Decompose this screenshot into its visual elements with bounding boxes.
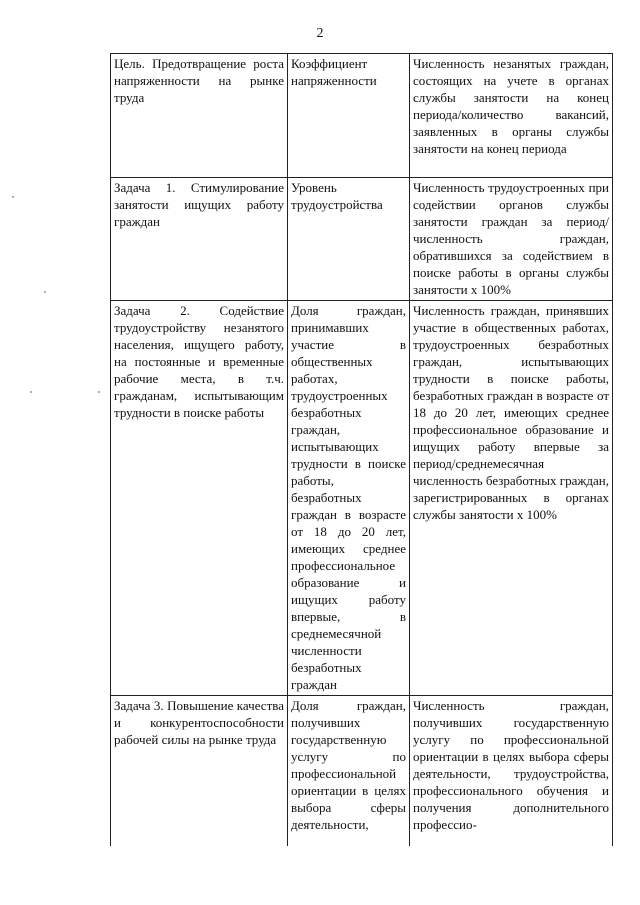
indicator-cell: Доля граждан, получивших государственную услугу по профессиональной ориентации в целях выбора сферы деятельности, — [288, 696, 410, 846]
page-number: 2 — [316, 26, 324, 41]
indicator-cell: Коэффициент напряженности — [288, 54, 410, 178]
task-cell: Задача 1. Стимулирование занятости ищущих работу граждан — [111, 178, 288, 301]
formula-cell: Численность незанятых граждан, состоящих на учете в органах службы занятости на конец периода/количество вакансий, заявленных в органы службы занятости на конец периода — [410, 54, 613, 178]
scan-speck — [44, 291, 46, 293]
table-row-task-2 — [111, 301, 613, 696]
scan-speck — [98, 391, 100, 393]
indicator-cell: Доля граждан, принимавших участие в общественных работах, трудоустроенных безработных граждан, испытывающих трудности в поиске работы, безработных граждан в возрасте от 18 до 20 лет, имеющих среднее профессиональное образование и ищущих работу впервые, в среднемесячной численности безработных граждан — [288, 301, 410, 696]
formula-cell: Численность граждан, получивших государственную услугу по профессиональной ориентации в целях выбора сферы деятельности, трудоустройства, профессионального обучения и получения дополнительного профессио- — [410, 696, 613, 846]
formula-cell: Численность граждан, принявших участие в общественных работах, трудоустроенных безработных граждан, испытывающих трудности в поиске работы, безработных граждан в возрасте от 18 до 20 лет, имеющих среднее профессиональное образование и ищущих работу впервые за период/среднемесячная численность безработных граждан, зарегистрированных в органах службы занятости x 100% — [410, 301, 613, 696]
formula-cell: Численность трудоустроенных при содействии органов службы занятости граждан за период/численность граждан, обратившихся за содействием в поиске работы в органы службы занятости x 100% — [410, 178, 613, 301]
task-cell: Задача 2. Содействие трудоустройству незанятого населения, ищущего работу, на постоянные и временные рабочие места, в т.ч. гражданам, испытывающим трудности в поиске работы — [111, 301, 288, 696]
scan-speck — [12, 196, 14, 198]
indicators-table — [110, 53, 613, 846]
table-row-task-3 — [111, 696, 613, 846]
scan-speck — [30, 391, 32, 393]
indicator-cell: Уровень трудоустройства — [288, 178, 410, 301]
table-row-goal — [111, 54, 613, 178]
task-cell: Задача 3. Повышение качества и конкурентоспособности рабочей силы на рынке труда — [111, 696, 288, 846]
goal-cell: Цель. Предотвращение роста напряженности на рынке труда — [111, 54, 288, 178]
table-row-task-1 — [111, 178, 613, 301]
